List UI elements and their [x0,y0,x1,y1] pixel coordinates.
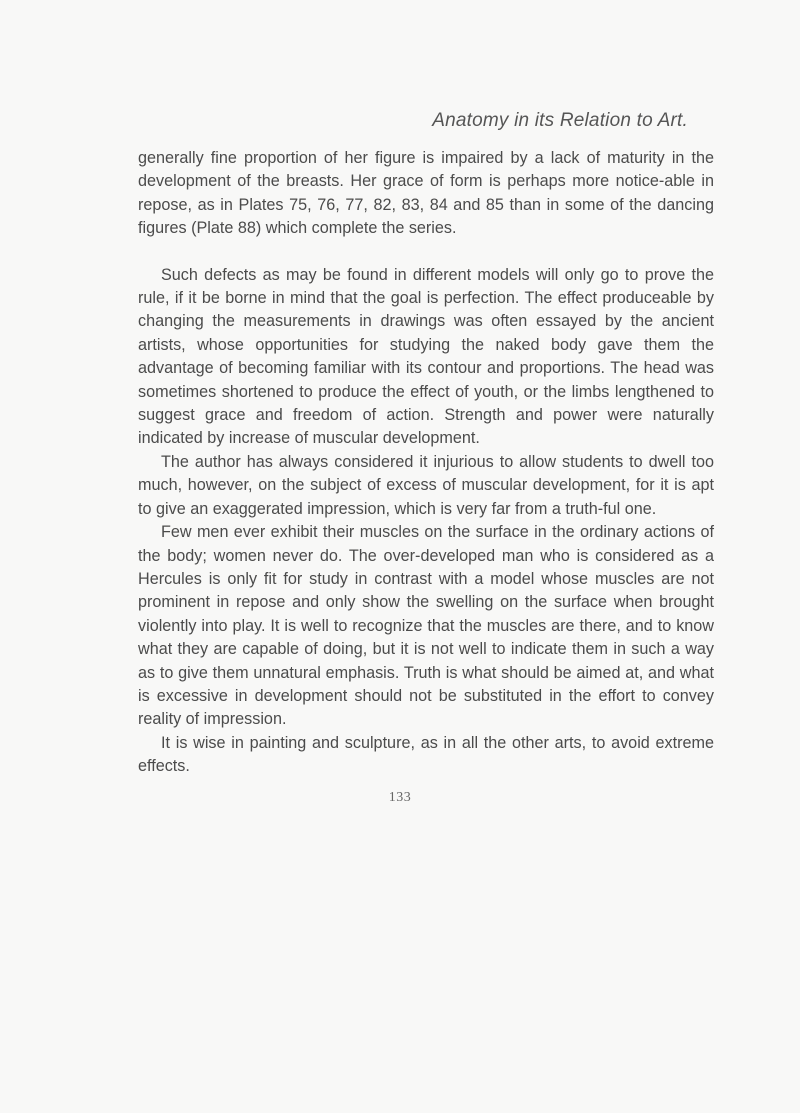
paragraph-defects: Such defects as may be found in different models will only go to prove the rule, if it be borne in mind that the goal is perfection. The effect produceable by changing the measurements in drawings was often essayed by the ancient artists, whose opportunities for studying the naked body gave them the advantage of becoming familiar with its contour and proportions. The head was sometimes shortened to produce the effect of youth, or the limbs lengthened to suggest grace and freedom of action. Strength and power were naturally indicated by increase of muscular development. [138,265,714,448]
body-text [138,147,714,779]
paragraph-muscles: Few men ever exhibit their muscles on the surface in the ordinary actions of the body; women never do. The over-developed man who is considered as a Hercules is only fit for study in contrast with a model whose muscles are not prominent in repose and only show the swelling on the surface when brought violently into play. It is well to recognize that the muscles are there, and to know what they are capable of doing, but it is not well to indicate them in such a way as to give them unnatural emphasis. Truth is what should be aimed at, and what is excessive in development should not be substituted in the effort to convey reality of impression. [138,523,714,729]
running-header: Anatomy in its Relation to Art. [432,110,688,131]
paragraph-continuation: generally fine proportion of her figure is impaired by a lack of maturity in the development of the breasts. Her grace of form is perhaps more notice-able in repose, as in Plates 75, 76, 77, 82, 83, 84 and 85 than in some of the dancing figures (Plate 88) which complete the series. [138,149,714,238]
paragraph-extreme-effects: It is wise in painting and sculpture, as in all the other arts, to avoid extreme effects. [138,733,714,776]
page-number: 133 [388,790,412,805]
paragraph-author-opinion: The author has always considered it injurious to allow students to dwell too much, however, on the subject of excess of muscular development, for it is apt to give an exaggerated impression, which is very far from a truth-ful one. [138,452,714,518]
